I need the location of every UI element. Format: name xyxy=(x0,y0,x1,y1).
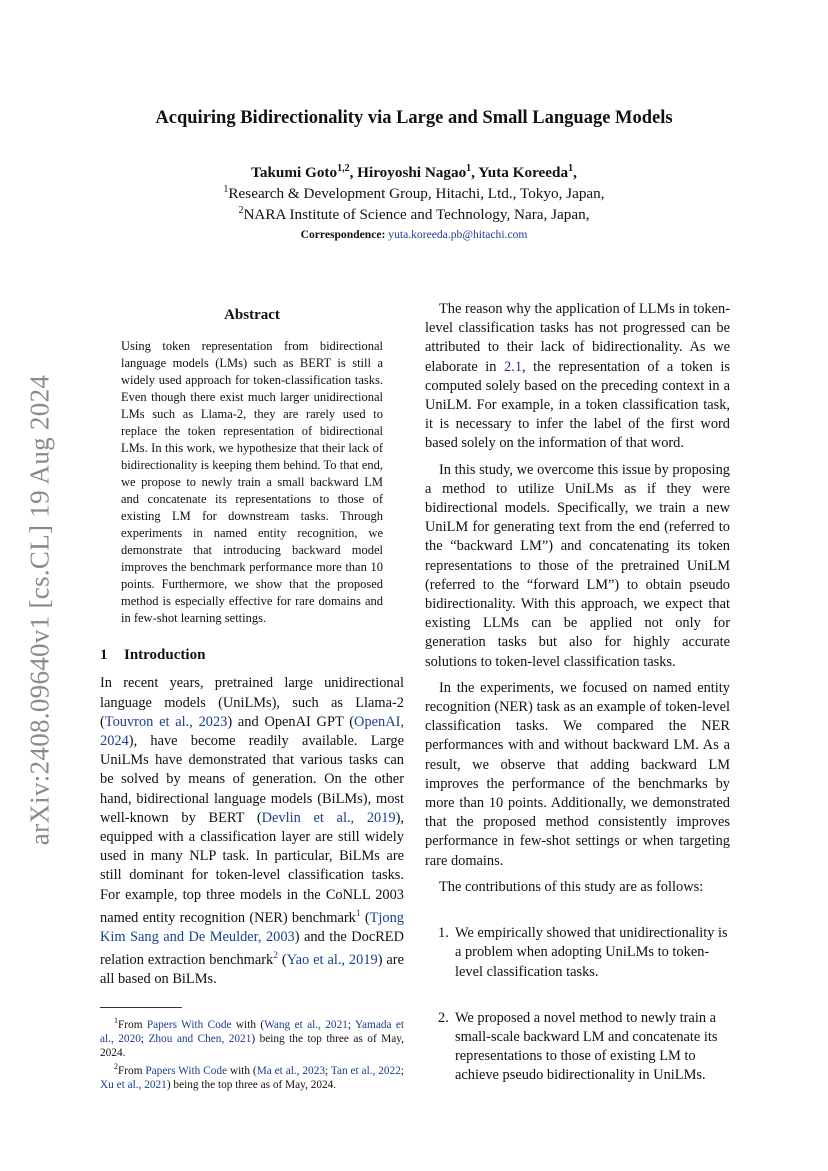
author-affiliation-mark: 1 xyxy=(466,162,472,174)
arxiv-sidebar xyxy=(0,0,70,1171)
body-paragraph xyxy=(425,300,730,454)
text-run: In recent years, pretrained large unidirectional language models (UniLMs), such as Llama-2 ( xyxy=(100,675,404,730)
citation-link[interactable]: Zhou and Chen, 2021 xyxy=(148,1033,252,1046)
text-run: ) are all based on BiLMs. xyxy=(100,951,404,988)
affiliation-text: Research & Development Group, Hitachi, Ltd., Tokyo, Japan, xyxy=(228,185,605,202)
affiliation-mark: 2 xyxy=(238,204,244,216)
citation-link[interactable]: Yao et al., 2019 xyxy=(286,951,378,968)
author-block xyxy=(100,162,728,244)
text-run: , the representation of a token is computed solely based on the preceding context in a UniLM. For example, in a token classification task, it is necessary to infer the label of the first word based solely on the information of that word. xyxy=(425,358,730,452)
citation-link[interactable]: OpenAI, 2024 xyxy=(100,713,404,750)
author-separator: , xyxy=(471,164,479,181)
list-item-number: 2. xyxy=(438,1009,449,1026)
text-run: From xyxy=(118,1019,147,1032)
section-number: 1 xyxy=(100,647,108,664)
citation-link[interactable]: Touvron et al., 2023 xyxy=(104,713,228,730)
footnote-2 xyxy=(100,1060,404,1092)
text-run: ) being the top three as of May, 2024. xyxy=(100,1033,404,1060)
paper-title: Acquiring Bidirectionality via Large and Small Language Models xyxy=(155,108,673,128)
citation-link[interactable]: Yamada et al., 2020 xyxy=(100,1019,405,1046)
footnote-marker[interactable]: 2 xyxy=(273,951,278,962)
papers-with-code-link[interactable]: Papers With Code xyxy=(146,1019,232,1032)
text-run: with ( xyxy=(231,1019,265,1032)
text-run: ), have become readily available. Large UniLMs have demonstrated that various tasks can be solved by means of generation. On the other hand, bidirectional language models (BiLMs), most well-known by BERT ( xyxy=(100,733,404,826)
list-item xyxy=(425,1009,730,1086)
section-reference-link[interactable]: 2.1 xyxy=(504,358,523,375)
list-item-text: We empirically showed that unidirectionality is a problem when adopting UniLMs to token-level classification tasks. xyxy=(455,925,728,980)
affiliation-mark: 1 xyxy=(223,183,229,195)
correspondence xyxy=(100,225,728,244)
text-run: ; xyxy=(140,1033,149,1046)
text-run: ) being the top three as of May, 2024. xyxy=(166,1078,337,1091)
contributions-list xyxy=(425,924,730,1085)
footnote-1 xyxy=(100,1014,404,1060)
body-paragraph: In this study, we overcome this issue by proposing a method to utilize UniLMs as if they were bidirectional models. Specifically, we train a new UniLM for generating text from the end (referred to the “backward LM”) and concatenating its token representations to those of the pretrained UniLM (referred to the “forward LM”) to obtain pseudo bidirectionality. With this approach, we expect that existing LLMs can be applied not only for generation tasks but also for highly accurate solutions to token-level classification tasks. xyxy=(425,461,730,670)
author-separator: , xyxy=(349,164,358,181)
affiliation-1 xyxy=(100,183,728,204)
citation-link[interactable]: Devlin et al., 2019 xyxy=(261,809,396,826)
right-column xyxy=(425,300,730,1113)
list-item-number: 1. xyxy=(438,925,449,942)
list-item-text: We proposed a novel method to newly train a small-scale backward LM and concatenate its representations to those of existing LM to achieve pseudo bidirectionality in UniLMs. xyxy=(455,1009,718,1084)
affiliation-text: NARA Institute of Science and Technology, Nara, Japan, xyxy=(243,206,590,223)
author-name: Hiroyoshi Nagao xyxy=(357,164,467,181)
text-run: ( xyxy=(360,909,370,926)
abstract-heading: Abstract xyxy=(224,307,280,323)
footnote-marker[interactable]: 1 xyxy=(355,908,361,919)
body-paragraph: The contributions of this study are as follows: xyxy=(439,878,704,895)
section-title: Introduction xyxy=(124,647,206,664)
arxiv-identifier: arXiv:2408.09640v1 [cs.CL] 19 Aug 2024 xyxy=(24,374,55,846)
citation-link[interactable]: Wang et al., 2021 xyxy=(264,1019,348,1032)
author-affiliation-mark: 1 xyxy=(568,162,574,174)
citation-link[interactable]: Tan et al., 2022 xyxy=(330,1064,401,1077)
introduction-heading xyxy=(100,646,404,665)
correspondence-email-link[interactable]: yuta.koreeda.pb@hitachi.com xyxy=(388,228,528,241)
text-run: The reason why the application of LLMs in token-level classification tasks has not progressed can be attributed to their lack of bidirectionality. As we elaborate in xyxy=(425,301,730,375)
text-run: ) and OpenAI GPT ( xyxy=(227,713,355,730)
papers-with-code-link[interactable]: Papers With Code xyxy=(145,1064,228,1077)
author-name: Takumi Goto xyxy=(251,164,338,181)
footnote-mark: 2 xyxy=(114,1062,118,1072)
citation-link[interactable]: Tjong Kim Sang and De Meulder, 2003 xyxy=(100,909,404,945)
author-name: Yuta Koreeda xyxy=(478,164,569,181)
footnote-mark: 1 xyxy=(114,1016,118,1026)
text-run: ( xyxy=(278,951,287,968)
author-separator: , xyxy=(573,164,577,181)
text-run: ) and the DocRED relation extraction benchmark xyxy=(100,928,404,968)
citation-link[interactable]: Ma et al., 2023 xyxy=(256,1064,325,1077)
body-paragraph: In the experiments, we focused on named entity recognition (NER) task as an example of token-level classification tasks. We compared the NER performances with and without backward LM. As a result, we observe that adding backward LM improves the performance of the benchmarks by more than 10 points. Additionally, we demonstrated that the proposed method consistently improves performance in few-shot settings or when targeting rare domains. xyxy=(425,679,730,869)
text-run: ; xyxy=(347,1019,355,1032)
text-run: ; xyxy=(400,1064,404,1077)
author-names xyxy=(100,162,728,183)
footnote-divider xyxy=(100,1007,182,1008)
text-run: From xyxy=(118,1064,146,1077)
author-affiliation-mark: 1,2 xyxy=(337,162,350,174)
citation-link[interactable]: Xu et al., 2021 xyxy=(100,1078,167,1091)
list-item xyxy=(425,924,730,982)
text-run: ), equipped with a classification layer are still widely used in many NLP task. In particular, BiLMs are still dominant for token-level classification tasks. For example, top three models in the CoNLL 2003 named entity recognition (NER) benchmark xyxy=(100,809,404,926)
left-column xyxy=(100,300,404,1092)
text-run: ; xyxy=(325,1064,331,1077)
correspondence-label: Correspondence: xyxy=(300,228,386,241)
affiliation-2 xyxy=(100,204,728,225)
abstract-text: Using token representation from bidirectional language models (LMs) such as BERT is still a widely used approach for token-classification tasks. Even though there exist much larger unidirectional LMs such as Llama-2, they are rarely used to replace the token representation of bidirectional LMs. In this work, we hypothesize that their lack of bidirectionality is keeping them behind. To that end, we propose to newly train a small backward LM and concatenate its representations to those of existing LM for downstream tasks. Through experiments in named entity recognition, we demonstrate that introducing backward model improves the benchmark performance more than 10 points. Furthermore, we show that the proposed method is especially effective for rare domains and in few-shot learning settings. xyxy=(121,339,383,626)
text-run: with ( xyxy=(227,1064,257,1077)
introduction-paragraph xyxy=(100,674,404,989)
